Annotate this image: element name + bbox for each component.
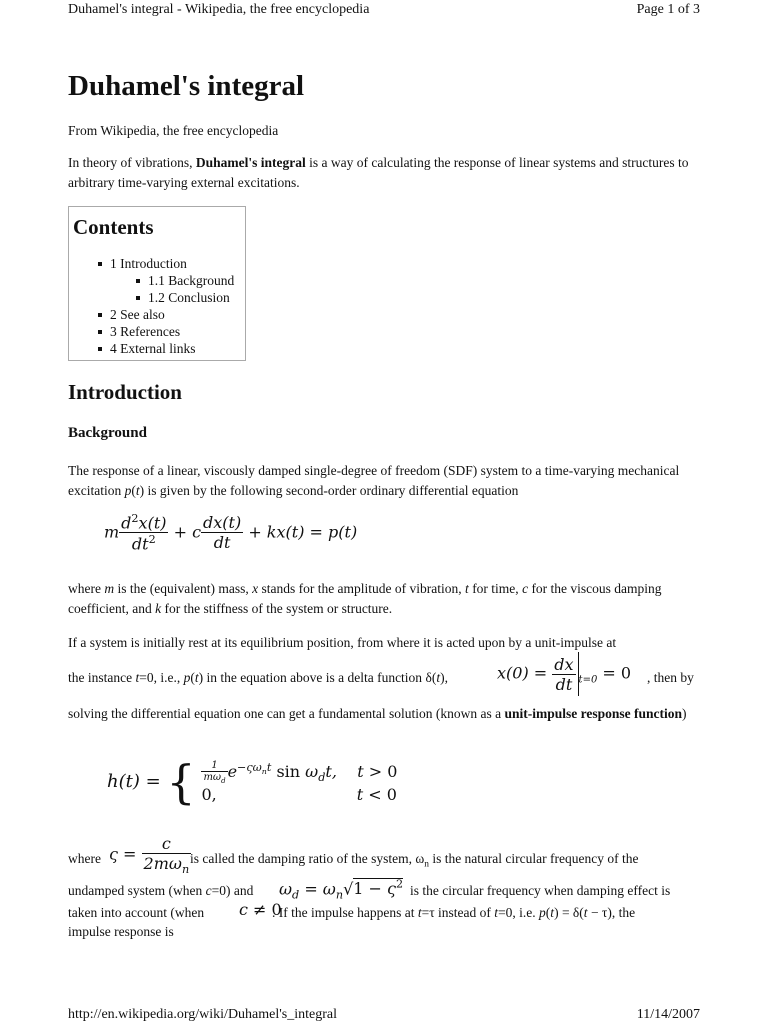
print-footer [68, 1007, 700, 1023]
paragraph-damping-line3: taken into account (when [68, 905, 205, 920]
paragraph-damping-line1: where [68, 851, 101, 866]
footer-date: 11/14/2007 [636, 1007, 700, 1022]
intro-paragraph: In theory of vibrations, Duhamel's integral is a way of calculating the response of linear systems and structures to arbitrary time-varying external excitations. [68, 155, 689, 190]
paragraph-sdf-system: The response of a linear, viscously damped single-degree of freedom (SDF) system to a time-varying mechanical excitation p(t) is given by the following second-order ordinary differential equation [68, 463, 680, 498]
toc-item-background[interactable]: 1.1 Background [148, 273, 235, 288]
print-header [68, 2, 700, 18]
text-then-by: , then by [647, 670, 694, 685]
header-title: Duhamel's integral - Wikipedia, the free encyclopedia [68, 2, 370, 17]
article-title: Duhamel's integral [68, 70, 305, 102]
term-bold: Duhamel's integral [195, 155, 306, 170]
toc-item-introduction[interactable]: 1 Introduction [110, 256, 187, 271]
footer-url[interactable]: http://en.wikipedia.org/wiki/Duhamel's_integral [68, 1007, 337, 1022]
toc-title: Contents [73, 215, 154, 239]
paragraph-impulse-line1: If a system is initially rest at its equilibrium position, from where it is acted upon by a unit-impulse at [68, 635, 617, 650]
equation-c-nonzero: c ≠ 0 [239, 900, 282, 919]
term-unit-impulse: unit-impulse response function [504, 706, 683, 721]
table-of-contents [68, 206, 246, 361]
paragraph-damping-line2: undamped system (when c=0) and [68, 883, 254, 898]
paragraph-impulse-line2: the instance t=0, i.e., p(t) in the equation above is a delta function δ(t), [68, 670, 448, 685]
paragraph-damping-line1b: is called the damping ratio of the system, $\omega_n$ is the natural circular frequency of the [190, 851, 639, 870]
equation-damping-ratio: ς = $\frac{c}{2m\omega_n}$ [109, 834, 190, 877]
tagline: From Wikipedia, the free encyclopedia [68, 123, 279, 138]
equation-impulse-response: h(t) = { $\frac{1}{m\omega_d}$ $e^{-\varsigma\omega_nt}$ $\sin \omega_dt$, t > 0 0, t < 0 [107, 755, 398, 809]
equation-damped-frequency: $\omega_d = \omega_n√1 - \varsigma^2$ [279, 878, 404, 902]
toc-item-external-links[interactable]: 4 External links [110, 341, 196, 356]
paragraph-damping-line3b: . If the impulse happens at t=τ instead of t=0, i.e. p(t) = δ(t − τ), the [272, 905, 636, 920]
equation-motion: m $\frac{d^2x(t)}{dt^2}$ + c $\frac{dx(t)}{dt}$ + kx(t) = p(t) [104, 512, 358, 554]
equation-initial-conditions: x(0) = $\frac{dx}{dt}$ $_{t=0}$ = 0 [497, 652, 631, 696]
paragraph-damping-line4: impulse response is [68, 924, 174, 939]
section-heading-introduction: Introduction [68, 380, 182, 404]
paragraph-impulse-line3: solving the differential equation one can get a fundamental solution (known as a unit-impulse response function) [68, 706, 687, 721]
paragraph-damping-line2b: is the circular frequency when damping effect is [410, 883, 671, 898]
paragraph-variables: where m is the (equivalent) mass, x stands for the amplitude of vibration, t for time, c for the viscous damping coefficient, and k for the stiffness of the system or structure. [68, 581, 662, 616]
toc-item-references[interactable]: 3 References [110, 324, 181, 339]
subsection-heading-background: Background [68, 425, 147, 441]
toc-item-conclusion[interactable]: 1.2 Conclusion [148, 290, 230, 305]
toc-item-see-also[interactable]: 2 See also [110, 307, 165, 322]
page-number: Page 1 of 3 [636, 2, 700, 17]
